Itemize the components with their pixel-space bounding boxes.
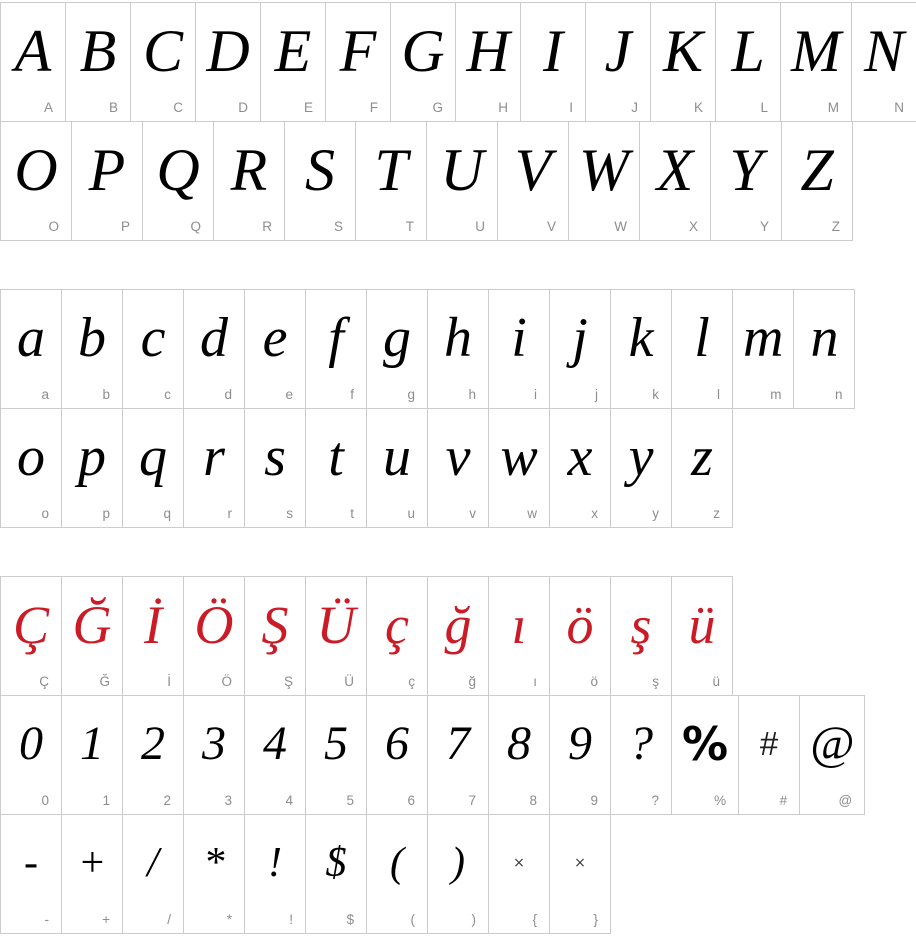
glyph: -	[24, 840, 38, 886]
glyph-label: 3	[224, 793, 232, 808]
glyph: *	[203, 840, 225, 886]
glyph-cell	[549, 814, 611, 934]
glyph-cell	[183, 576, 245, 696]
glyph-label: ğ	[468, 674, 476, 689]
glyph-cell	[520, 2, 586, 122]
glyph-label: v	[469, 506, 476, 521]
glyph-label: E	[303, 100, 313, 115]
glyph-cell	[549, 408, 611, 528]
glyph-cell	[122, 695, 184, 815]
glyph-label: 1	[102, 793, 110, 808]
glyph-cell	[732, 289, 794, 409]
glyph-label: H	[498, 100, 508, 115]
glyph-cell	[671, 289, 733, 409]
glyph-cell	[0, 814, 62, 934]
block-lowercase	[0, 289, 916, 528]
glyph-label: D	[238, 100, 248, 115]
glyph: C	[142, 18, 184, 84]
glyph: %	[682, 717, 729, 771]
glyph-label: S	[333, 219, 343, 234]
glyph-label: !	[289, 912, 293, 927]
glyph-cell	[65, 2, 131, 122]
glyph-cell	[610, 576, 672, 696]
glyph-label: K	[693, 100, 703, 115]
glyph: b	[78, 307, 106, 369]
glyph: ı	[511, 595, 527, 655]
glyph: J	[604, 18, 632, 84]
glyph-cell	[122, 576, 184, 696]
glyph-label: U	[475, 219, 485, 234]
glyph: N	[863, 18, 904, 84]
glyph-cell	[568, 121, 640, 241]
glyph: 5	[324, 717, 348, 770]
glyph: İ	[144, 595, 162, 655]
glyph: p	[78, 426, 106, 488]
glyph-label: o	[41, 506, 49, 521]
glyph-label: L	[760, 100, 768, 115]
glyph: F	[339, 18, 377, 84]
glyph-cell	[488, 289, 550, 409]
glyph: D	[206, 18, 250, 84]
glyph-row	[0, 289, 916, 409]
glyph: E	[274, 18, 312, 84]
glyph: c	[140, 307, 166, 369]
glyph: S	[305, 137, 335, 203]
glyph-label: s	[286, 506, 293, 521]
glyph: 2	[141, 717, 165, 770]
glyph: r	[203, 426, 225, 488]
glyph-cell	[780, 2, 852, 122]
glyph-label: Ö	[221, 674, 232, 689]
glyph-label: B	[108, 100, 118, 115]
glyph-cell	[305, 576, 367, 696]
glyph-cell	[213, 121, 285, 241]
glyph: q	[139, 426, 167, 488]
glyph-cell	[585, 2, 651, 122]
glyph-label: 0	[41, 793, 49, 808]
glyph-label: %	[714, 793, 727, 808]
glyph-cell	[366, 814, 428, 934]
glyph: X	[656, 137, 694, 203]
glyph-cell	[549, 289, 611, 409]
glyph-label: Y	[759, 219, 769, 234]
glyph: f	[328, 307, 344, 369]
glyph-cell	[781, 121, 853, 241]
glyph: m	[743, 307, 784, 369]
glyph-label: Ş	[283, 674, 293, 689]
glyph-label: @	[838, 793, 853, 808]
glyph-label: O	[48, 219, 59, 234]
glyph: 3	[202, 717, 226, 770]
glyph-label: w	[527, 506, 537, 521]
glyph: T	[374, 137, 408, 203]
glyph-label: 6	[407, 793, 415, 808]
glyph-cell	[427, 814, 489, 934]
glyph-cell	[61, 408, 123, 528]
glyph-cell	[355, 121, 427, 241]
glyph-label: Ç	[39, 674, 49, 689]
glyph-cell	[427, 576, 489, 696]
glyph-label: T	[405, 219, 414, 234]
glyph: 7	[446, 717, 470, 770]
glyph-cell	[244, 695, 306, 815]
glyph-cell	[366, 289, 428, 409]
glyph-label: 4	[285, 793, 293, 808]
glyph-label: h	[468, 387, 476, 402]
glyph-label: z	[713, 506, 720, 521]
glyph-cell	[305, 289, 367, 409]
glyph: O	[14, 137, 58, 203]
glyph: d	[200, 307, 228, 369]
glyph-label: A	[43, 100, 53, 115]
glyph-label: ç	[408, 674, 415, 689]
glyph-label: }	[593, 912, 598, 927]
glyph-label: (	[410, 912, 415, 927]
glyph-cell	[390, 2, 456, 122]
glyph: s	[264, 426, 286, 488]
glyph: ö	[566, 595, 594, 655]
glyph: H	[466, 18, 510, 84]
glyph: l	[694, 307, 710, 369]
glyph-cell	[427, 695, 489, 815]
glyph-label: d	[224, 387, 232, 402]
glyph: 8	[507, 717, 531, 770]
glyph-cell	[610, 289, 672, 409]
glyph-cell	[183, 695, 245, 815]
block-uppercase	[0, 2, 916, 241]
glyph-cell	[549, 695, 611, 815]
glyph: !	[268, 840, 282, 886]
glyph: j	[572, 307, 588, 369]
glyph-cell	[183, 814, 245, 934]
glyph-label: i	[534, 387, 537, 402]
glyph: Ü	[316, 595, 356, 655]
glyph: 6	[385, 717, 409, 770]
glyph: w	[500, 426, 538, 488]
glyph-label: k	[652, 387, 659, 402]
glyph-cell	[183, 408, 245, 528]
glyph-label: y	[652, 506, 659, 521]
glyph: h	[444, 307, 472, 369]
glyph-cell	[851, 2, 916, 122]
glyph-cell	[195, 2, 261, 122]
glyph: +	[77, 840, 107, 886]
glyph: Z	[800, 137, 834, 203]
glyph-label: N	[894, 100, 904, 115]
glyph: 4	[263, 717, 287, 770]
glyph-label: -	[44, 912, 49, 927]
glyph: A	[14, 18, 52, 84]
glyph-cell	[426, 121, 498, 241]
glyph-label: W	[614, 219, 627, 234]
glyph-cell	[0, 2, 66, 122]
glyph-cell	[305, 408, 367, 528]
glyph-label: ö	[590, 674, 598, 689]
glyph-label: Z	[831, 219, 840, 234]
glyph-label: Q	[190, 219, 201, 234]
glyph-label: ü	[712, 674, 720, 689]
glyph-label: Ü	[344, 674, 354, 689]
glyph: P	[88, 137, 126, 203]
glyph: ç	[385, 595, 409, 655]
glyph-label: +	[102, 912, 110, 927]
glyph-label: G	[432, 100, 443, 115]
glyph: U	[440, 137, 484, 203]
glyph-label: e	[285, 387, 293, 402]
glyph: ?	[629, 717, 653, 770]
glyph-cell	[0, 576, 62, 696]
glyph: i	[511, 307, 527, 369]
glyph-label: ?	[651, 793, 659, 808]
glyph: ×	[574, 855, 586, 871]
glyph-label: a	[41, 387, 49, 402]
glyph-cell	[244, 408, 306, 528]
glyph-row	[0, 814, 916, 934]
glyph-label: g	[407, 387, 415, 402]
glyph-cell	[671, 408, 733, 528]
glyph: Ğ	[72, 595, 112, 655]
glyph: M	[791, 18, 841, 84]
glyph-label: Ğ	[99, 674, 110, 689]
glyph: Q	[156, 137, 200, 203]
glyph-label: m	[770, 387, 782, 402]
glyph: Y	[729, 137, 763, 203]
glyph-label: l	[717, 387, 720, 402]
glyph-label: J	[631, 100, 638, 115]
glyph-label: {	[532, 912, 537, 927]
glyph: n	[810, 307, 839, 369]
glyph-label: t	[350, 506, 354, 521]
glyph-cell	[244, 289, 306, 409]
glyph-cell	[455, 2, 521, 122]
glyph: ş	[630, 595, 652, 655]
glyph-cell	[122, 814, 184, 934]
glyph-cell	[366, 408, 428, 528]
glyph-cell	[488, 576, 550, 696]
glyph-label: /	[167, 912, 171, 927]
glyph-cell	[183, 289, 245, 409]
glyph: L	[731, 18, 765, 84]
glyph: (	[390, 840, 404, 886]
glyph-label: q	[163, 506, 171, 521]
glyph: o	[17, 426, 45, 488]
glyph-cell	[488, 408, 550, 528]
glyph-cell	[549, 576, 611, 696]
glyph: G	[401, 18, 445, 84]
glyph-cell	[793, 289, 855, 409]
glyph-row	[0, 121, 916, 241]
glyph-label: n	[834, 387, 843, 402]
glyph-cell	[61, 695, 123, 815]
glyph-label: x	[591, 506, 598, 521]
glyph-label: 5	[346, 793, 354, 808]
glyph-cell	[366, 576, 428, 696]
glyph: z	[691, 426, 713, 488]
glyph: 0	[19, 717, 43, 770]
glyph-label: $	[346, 912, 354, 927]
block-accents-numbers-punctuation	[0, 576, 916, 934]
glyph-cell	[305, 695, 367, 815]
glyph-label: f	[350, 387, 354, 402]
glyph-label: u	[407, 506, 415, 521]
glyph-cell	[305, 814, 367, 934]
glyph-cell	[71, 121, 143, 241]
glyph-label: p	[102, 506, 110, 521]
glyph-cell	[325, 2, 391, 122]
glyph-cell	[0, 289, 62, 409]
glyph-label: *	[226, 912, 232, 927]
glyph-cell	[244, 814, 306, 934]
glyph-cell	[715, 2, 781, 122]
glyph-label: 2	[163, 793, 171, 808]
glyph-label: 9	[590, 793, 598, 808]
glyph: Ö	[194, 595, 234, 655]
glyph-label: V	[546, 219, 556, 234]
glyph: )	[451, 840, 465, 886]
glyph-cell	[610, 408, 672, 528]
glyph-label: #	[779, 793, 788, 808]
glyph-cell	[488, 695, 550, 815]
glyph-label: F	[369, 100, 378, 115]
glyph-label: R	[262, 219, 272, 234]
glyph-cell	[244, 576, 306, 696]
glyph: e	[262, 307, 288, 369]
glyph-cell	[142, 121, 214, 241]
glyph-row	[0, 695, 916, 815]
glyph: K	[662, 18, 704, 84]
glyph: Ş	[261, 595, 289, 655]
glyph-cell	[122, 289, 184, 409]
glyph-label: 8	[529, 793, 537, 808]
glyph-cell	[610, 695, 672, 815]
glyph: V	[514, 137, 552, 203]
glyph: 9	[568, 717, 592, 770]
glyph-cell	[671, 695, 739, 815]
glyph-cell	[61, 814, 123, 934]
glyph: g	[383, 307, 411, 369]
glyph-label: 7	[468, 793, 476, 808]
glyph-cell	[284, 121, 356, 241]
glyph-cell	[671, 576, 733, 696]
glyph: $	[325, 840, 347, 886]
glyph-cell	[122, 408, 184, 528]
glyph-label: C	[173, 100, 183, 115]
glyph-label: )	[471, 912, 476, 927]
glyph: Ç	[12, 595, 50, 655]
glyph-cell	[130, 2, 196, 122]
glyph-cell	[61, 576, 123, 696]
glyph-row	[0, 576, 916, 696]
glyph-label: b	[102, 387, 110, 402]
glyph: W	[579, 137, 629, 203]
glyph-cell	[738, 695, 800, 815]
glyph-cell	[710, 121, 782, 241]
glyph: ğ	[444, 595, 472, 655]
glyph-cell	[497, 121, 569, 241]
glyph: y	[628, 426, 654, 488]
glyph-cell	[61, 289, 123, 409]
glyph-cell	[0, 408, 62, 528]
glyph: t	[328, 426, 344, 488]
glyph-label: ş	[652, 674, 659, 689]
glyph-label: İ	[167, 674, 171, 689]
glyph: v	[445, 426, 471, 488]
glyph-label: X	[688, 219, 698, 234]
glyph: B	[79, 18, 117, 84]
glyph: R	[230, 137, 268, 203]
glyph: #	[759, 725, 779, 762]
glyph-label: r	[227, 506, 232, 521]
glyph-label: M	[827, 100, 839, 115]
glyph-cell	[366, 695, 428, 815]
glyph-label: j	[595, 387, 598, 402]
glyph: 1	[80, 717, 104, 770]
glyph-row	[0, 2, 916, 122]
glyph: I	[543, 18, 563, 84]
glyph: x	[567, 426, 593, 488]
glyph-cell	[427, 289, 489, 409]
glyph-cell	[260, 2, 326, 122]
glyph-label: c	[164, 387, 171, 402]
glyph: u	[383, 426, 411, 488]
glyph-row	[0, 408, 916, 528]
glyph-label: I	[569, 100, 573, 115]
glyph: ×	[513, 855, 525, 871]
glyph-cell	[0, 121, 72, 241]
glyph: ü	[688, 595, 716, 655]
glyph-cell	[799, 695, 865, 815]
glyph-cell	[488, 814, 550, 934]
glyph: /	[147, 840, 159, 886]
glyph-label: P	[120, 219, 130, 234]
glyph: a	[17, 307, 45, 369]
glyph-cell	[639, 121, 711, 241]
glyph: @	[810, 717, 855, 770]
glyph: k	[628, 307, 654, 369]
glyph-label: ı	[533, 674, 537, 689]
glyph-cell	[0, 695, 62, 815]
glyph-cell	[427, 408, 489, 528]
glyph-cell	[650, 2, 716, 122]
